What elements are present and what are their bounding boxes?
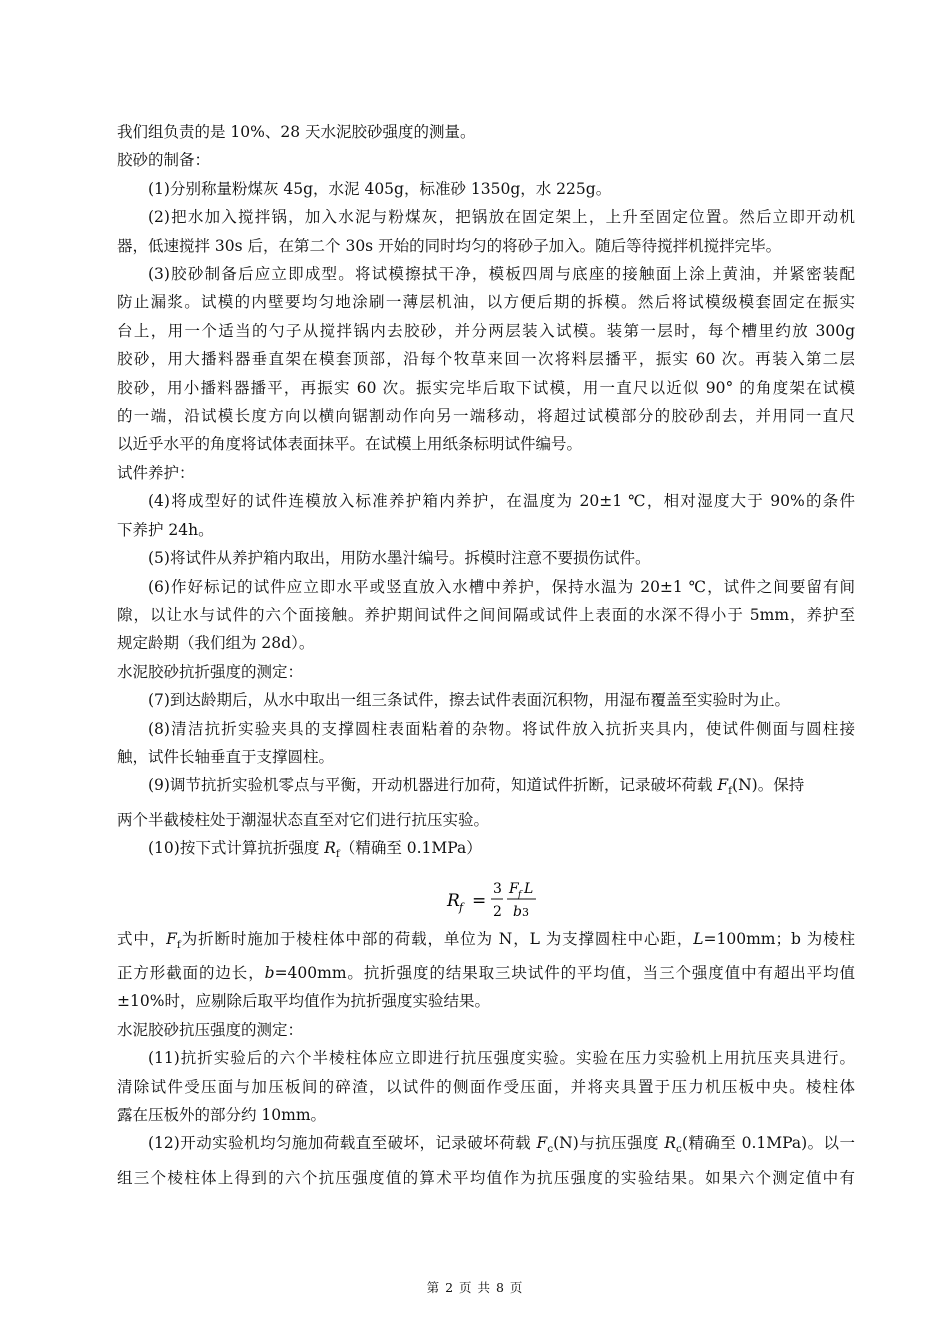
formula-num-F: F bbox=[509, 880, 519, 897]
expl-text-e: =400mm。抗折强度的结果取三块试件的平均值，当三个强度值中有超出平均值 bbox=[274, 963, 855, 982]
formula-coef-den: 2 bbox=[493, 903, 502, 920]
step-12-text-a: (12)开动实验机均匀施加荷载直至破坏，记录破坏荷载 bbox=[148, 1134, 537, 1153]
expl-symbol-F-sub: f bbox=[176, 938, 181, 951]
symbol-R: R bbox=[324, 839, 336, 858]
step-11-line-1: (11)抗折实验后的六个半棱柱体应立即进行抗压强度实验。实验在压力实验机上用抗压夹具进行。 bbox=[148, 1049, 855, 1068]
step-6-line-1: (6)作好标记的试件应立即水平或竖直放入水槽中养护，保持水温为 20±1 ℃，试件之间要留有间 bbox=[148, 577, 855, 596]
expl-text-c: =100mm；b 为棱柱 bbox=[703, 929, 855, 948]
step-12-symbol-R: R bbox=[664, 1134, 677, 1153]
formula-graphic bbox=[439, 871, 559, 927]
step-3-line-2: 防止漏浆。试模的内壁要均匀地涂刷一薄层机油，以方便后期的拆模。然后将试模级模套固定在振实 bbox=[117, 293, 855, 312]
step-6-line-2: 隙，以让水与试件的六个面接触。养护期间试件之间间隔或试件上表面的水深不得小于 5mm，养护至 bbox=[117, 605, 855, 624]
step-8-line-2: 触，试件长轴垂直于支撑圆柱。 bbox=[117, 747, 335, 766]
step-12-line-2: 组三个棱柱体上得到的六个抗压强度值的算术平均值作为抗压强度的实验结果。如果六个测定值中有 bbox=[117, 1168, 855, 1187]
step-2-line-2: 器，低速搅拌 30s 后，在第二个 30s 开始的同时均匀的将砂子加入。随后等待搅拌机搅拌完毕。 bbox=[117, 236, 782, 255]
formula-equals: = bbox=[472, 890, 487, 911]
expl-symbol-L: L bbox=[693, 929, 704, 948]
step-12-symbol-R-sub: c bbox=[676, 1143, 682, 1156]
step-7: (7)到达龄期后，从水中取出一组三条试件，擦去试件表面沉积物，用湿布覆盖至实验时为止。 bbox=[148, 691, 790, 710]
step-12-text-b: (N)与抗压强度 bbox=[553, 1134, 665, 1153]
section-heading-flexural: 水泥胶砂抗折强度的测定： bbox=[117, 662, 304, 681]
step-2-line-1: (2)把水加入搅拌锅，加入水泥与粉煤灰，把锅放在固定架上，上升至固定位置。然后立即开动机 bbox=[148, 208, 855, 227]
expl-text-d: 正方形截面的边长， bbox=[117, 963, 265, 982]
step-4-line-1: (4)将成型好的试件连模放入标准养护箱内养护，在温度为 20±1 ℃，相对湿度大于 90%的条件 bbox=[148, 492, 855, 511]
paragraph-intro: 我们组负责的是 10%、28 天水泥胶砂强度的测量。 bbox=[117, 123, 476, 141]
step-3-line-4: 胶砂，用大播料器垂直架在模套顶部，沿每个牧草来回一次将料层播平，振实 60 次。再装入第二层 bbox=[117, 350, 855, 369]
formula-num-L: L bbox=[524, 880, 534, 897]
step-3-line-1: (3)胶砂制备后应立即成型。将试模擦拭干净，模板四周与底座的接触面上涂上黄油，并紧密装配 bbox=[148, 265, 855, 284]
formula-explanation-line-1 bbox=[117, 925, 855, 959]
symbol-R-subscript: f bbox=[335, 848, 340, 861]
formula-num-F-sub: f bbox=[518, 889, 522, 900]
step-6-line-3: 规定龄期（我们组为 28d）。 bbox=[117, 634, 315, 653]
expl-symbol-F: F bbox=[166, 929, 177, 948]
step-12-symbol-F-sub: c bbox=[547, 1143, 554, 1156]
step-9-text-b: (N)。保持 bbox=[732, 776, 805, 795]
step-3-line-3: 台上，用一个适当的勺子从搅拌锅内去胶砂，并分两层装入试模。装第一层时，每个槽里约放 300g bbox=[117, 321, 855, 340]
step-5: (5)将试件从养护箱内取出，用防水墨汁编号。拆模时注意不要损伤试件。 bbox=[148, 549, 651, 568]
formula-explanation-line-3: ±10%时，应剔除后取平均值作为抗折强度实验结果。 bbox=[117, 992, 490, 1011]
step-3-line-5: 胶砂，用小播料器播平，再振实 60 次。振实完毕后取下试模，用一直尺以近似 90° 的角度架在试模 bbox=[117, 378, 855, 397]
expl-symbol-b: b bbox=[264, 963, 275, 982]
step-12-symbol-F: F bbox=[536, 1134, 548, 1153]
step-12-line-1 bbox=[117, 1129, 855, 1163]
flexural-strength-formula bbox=[117, 869, 855, 925]
step-9-text-a: (9)调节抗折实验机零点与平衡，开动机器进行加荷，知道试件折断，记录破坏荷载 bbox=[148, 776, 718, 795]
document-body bbox=[117, 118, 855, 1192]
step-10 bbox=[117, 834, 855, 868]
step-4-line-2: 下养护 24h。 bbox=[117, 520, 214, 539]
symbol-F: F bbox=[717, 776, 729, 795]
formula-den-b: b bbox=[513, 903, 522, 920]
step-8-line-1: (8)清洁抗折实验夹具的支撑圆柱表面粘着的杂物。将试件放入抗折夹具内，使试件侧面与圆柱接 bbox=[148, 719, 855, 738]
step-10-text-a: (10)按下式计算抗折强度 bbox=[148, 839, 325, 858]
step-10-text-b: （精确至 0.1MPa） bbox=[339, 839, 482, 858]
expl-text-a: 式中， bbox=[117, 929, 167, 948]
expl-text-b: 为折断时施加于棱柱体中部的荷载，单位为 N，L 为支撑圆柱中心距， bbox=[180, 929, 694, 948]
step-12-text-c: (精确至 0.1MPa)。以一 bbox=[681, 1134, 855, 1153]
section-heading-mortar-prep: 胶砂的制备： bbox=[117, 151, 211, 170]
step-9-line-1 bbox=[117, 771, 855, 805]
formula-explanation-line-2 bbox=[117, 959, 855, 987]
step-1: (1)分别称量粉煤灰 45g，水泥 405g，标准砂 1350g，水 225g。 bbox=[148, 179, 612, 198]
step-3-line-7: 以近乎水平的角度将试体表面抹平。在试模上用纸条标明试件编号。 bbox=[117, 435, 583, 454]
page-footer: 第 2 页 共 8 页 bbox=[426, 1280, 524, 1295]
formula-coef-num: 3 bbox=[493, 880, 502, 897]
section-heading-curing: 试件养护： bbox=[117, 463, 195, 482]
symbol-f-subscript: f bbox=[728, 785, 733, 798]
section-heading-compressive: 水泥胶砂抗压强度的测定： bbox=[117, 1020, 304, 1039]
step-9-line-2: 两个半截棱柱处于潮湿状态直至对它们进行抗压实验。 bbox=[117, 810, 490, 829]
step-11-line-3: 露在压板外的部分约 10mm。 bbox=[117, 1106, 327, 1124]
formula-den-exp: 3 bbox=[522, 905, 529, 919]
step-3-line-6: 的一端，沿试模长度方向以横向锯割动作向另一端移动，将超过试模部分的胶砂刮去，并用同一直尺 bbox=[117, 407, 855, 426]
step-11-line-2: 清除试件受压面与加压板间的碎渣，以试件的侧面作受压面，并将夹具置于压力机压板中央。棱柱体 bbox=[117, 1077, 855, 1096]
formula-lhs-sub: f bbox=[459, 900, 464, 914]
formula-lhs: R bbox=[447, 890, 460, 911]
